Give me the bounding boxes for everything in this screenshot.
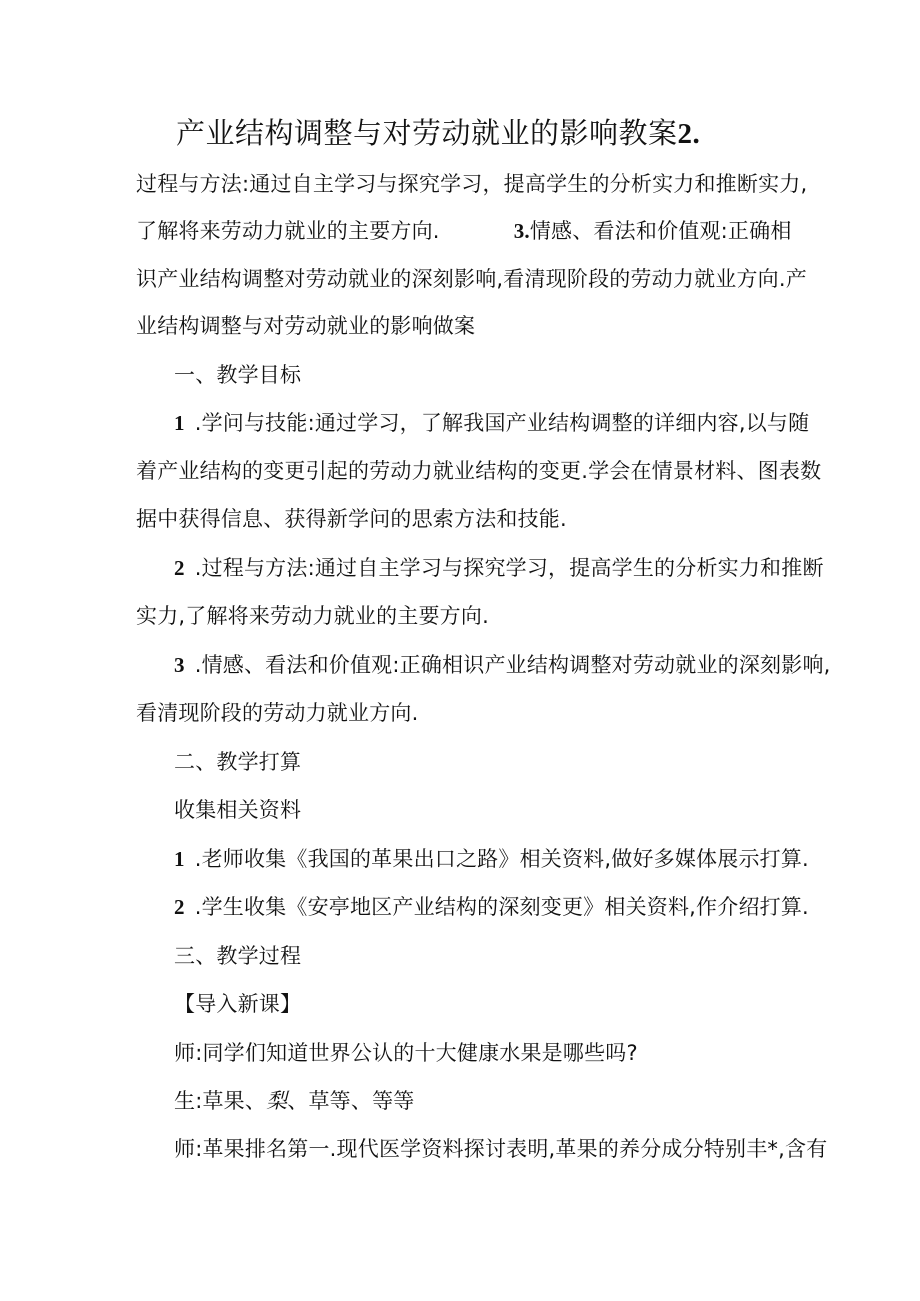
intro-line-4: 业结构调整与对劳动就业的影响做案 xyxy=(136,314,476,338)
intro-line-3: 识产业结构调整对劳动就业的深刻影响,看清现阶段的劳动力就业方向.产 xyxy=(136,267,807,291)
goal-item-3-text: .情感、看法和价值观:正确相识产业结构调整对劳动就业的深刻影响, xyxy=(194,653,831,677)
goal-item-2-num: 2 xyxy=(174,556,185,580)
goal-item-1-text: .学问与技能:通过学习，了解我国产业结构调整的详细内容,以与随 xyxy=(194,411,810,435)
intro-line-2-a: 了解将来劳动力就业的主要方向. xyxy=(136,219,440,243)
goal-item-3-line-2: 看清现阶段的劳动力就业方向. xyxy=(136,701,419,725)
intro-line-2 xyxy=(136,217,792,245)
prep-item-1-num: 1 xyxy=(174,847,185,871)
process-bracket-heading: 【导入新课】 xyxy=(174,992,302,1016)
title-suffix: 2. xyxy=(677,118,701,150)
goal-item-2-text: .过程与方法:通过自主学习与探究学习，提高学生的分析实力和推断 xyxy=(194,556,824,580)
intro-line-2-num: 3. xyxy=(513,219,530,243)
goal-item-1-line-3: 据中获得信息、获得新学问的思索方法和技能. xyxy=(136,507,567,531)
prep-item-2 xyxy=(174,893,809,921)
dialogue-answer-1-b: 梨 xyxy=(266,1089,288,1113)
dialogue-answer-1-a: 生:草果、 xyxy=(174,1089,267,1113)
section-heading-goals: 一、教学目标 xyxy=(174,363,302,387)
goal-item-1-line-1 xyxy=(174,409,809,437)
prep-item-1-text: .老师收集《我国的革果出口之路》相关资料,做好多媒体展示打算. xyxy=(194,847,809,871)
goal-item-2-line-2: 实力,了解将来劳动力就业的主要方向. xyxy=(136,604,489,628)
document-title xyxy=(176,115,700,152)
intro-line-1: 过程与方法:通过自主学习与探究学习，提高学生的分析实力和推断实力, xyxy=(136,172,808,196)
goal-item-3-num: 3 xyxy=(174,653,185,677)
goal-item-2-line-1 xyxy=(174,554,824,582)
prep-subheading: 收集相关资料 xyxy=(174,798,302,822)
dialogue-question-1: 师:同学们知道世界公认的十大健康水果是哪些吗? xyxy=(174,1041,638,1065)
dialogue-question-2: 师:革果排名第一.现代医学资料探讨表明,革果的养分成分特别丰*,含有 xyxy=(174,1137,828,1161)
document-title-text: 产业结构调整与对劳动就业的影响教案 xyxy=(176,116,678,150)
prep-item-2-num: 2 xyxy=(174,895,185,919)
goal-item-3-line-1 xyxy=(174,651,831,679)
intro-line-2-b: 情感、看法和价值观:正确相 xyxy=(529,219,792,243)
section-heading-process: 三、教学过程 xyxy=(174,944,302,968)
dialogue-answer-1 xyxy=(174,1087,414,1115)
goal-item-1-num: 1 xyxy=(174,411,185,435)
goal-item-1-line-2: 着产业结构的变更引起的劳动力就业结构的变更.学会在情景材料、图表数 xyxy=(136,459,822,483)
section-heading-prep: 二、教学打算 xyxy=(174,750,302,774)
prep-item-2-text: .学生收集《安亭地区产业结构的深刻变更》相关资料,作介绍打算. xyxy=(194,895,809,919)
dialogue-answer-1-c: 、草等、等等 xyxy=(287,1089,415,1113)
prep-item-1 xyxy=(174,845,809,873)
